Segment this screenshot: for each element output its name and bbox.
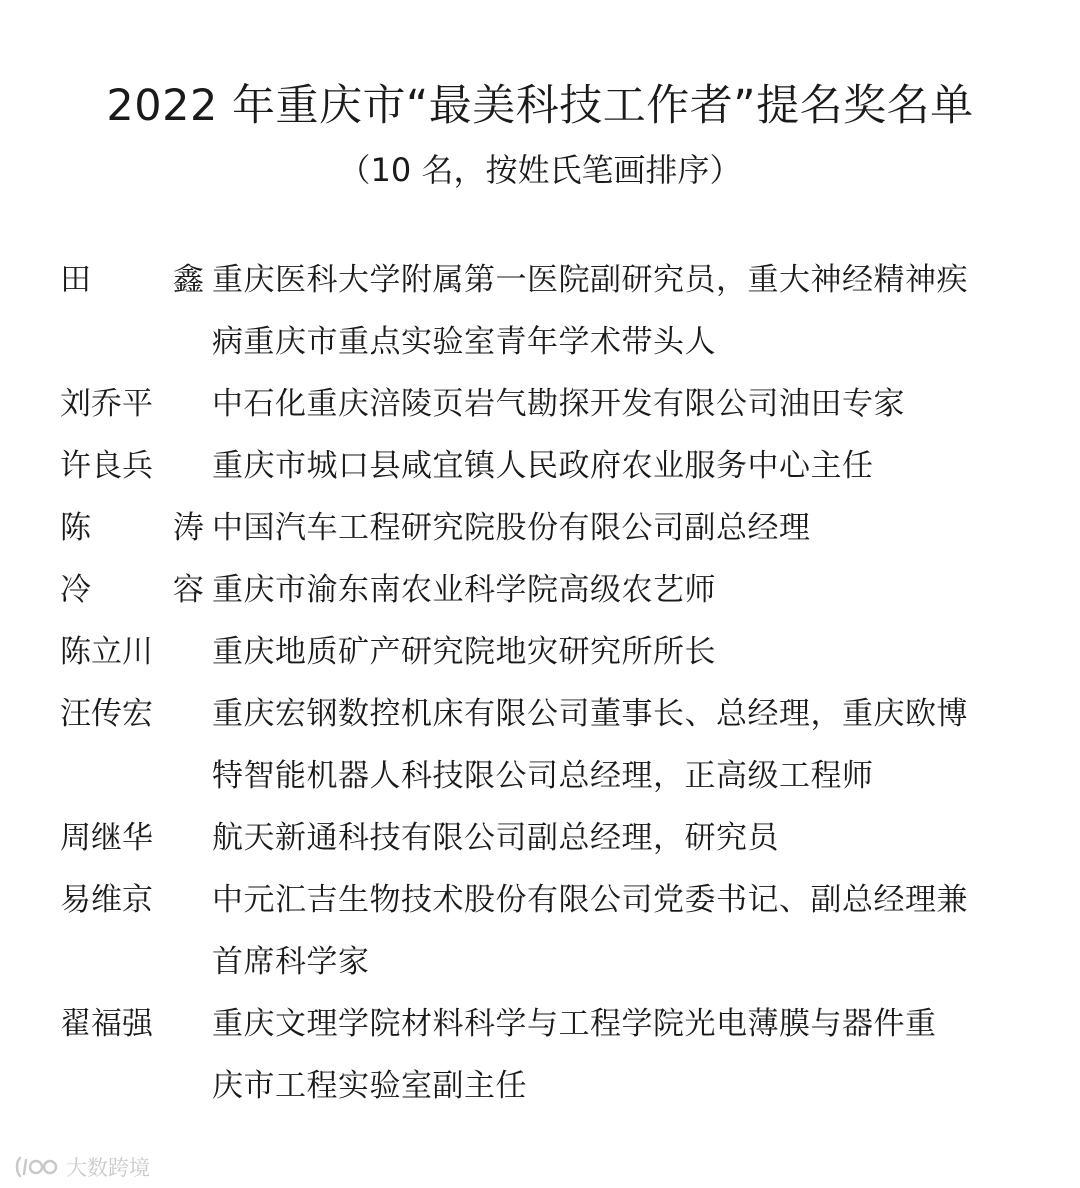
- description-line: 重庆市渝东南农业科学院高级农艺师: [212, 572, 716, 608]
- nominee-entry: [0, 683, 1080, 807]
- document-title: 2022 年重庆市“最美科技工作者”提名奖名单: [106, 81, 974, 131]
- nominee-description: [212, 559, 1022, 621]
- description-line: 病重庆市重点实验室青年学术带头人: [212, 324, 716, 360]
- nominee-name: 刘乔平: [60, 386, 153, 422]
- nominee-entry: [0, 435, 1080, 497]
- nominee-description: [212, 435, 1022, 497]
- nominee-entry: [0, 373, 1080, 435]
- nominee-name: 陈 涛: [60, 510, 240, 546]
- nominee-name: 许良兵: [60, 448, 153, 484]
- watermark-text: 大数跨境: [66, 1156, 150, 1180]
- nominee-name: 翟福强: [60, 1006, 153, 1042]
- nominee-name: 田 鑫: [60, 262, 240, 298]
- nominee-description: [212, 249, 1022, 373]
- description-line: 首席科学家: [212, 944, 370, 980]
- nominee-description: [212, 993, 1022, 1117]
- nominee-description: [212, 621, 1022, 683]
- nominee-description: [212, 373, 1022, 435]
- nominee-entry: [0, 559, 1080, 621]
- description-line: 中国汽车工程研究院股份有限公司副总经理: [212, 510, 811, 546]
- nominee-list: [0, 249, 1080, 1117]
- nominee-description: [212, 683, 1022, 807]
- nominee-description: [212, 497, 1022, 559]
- nominee-name: 陈立川: [60, 634, 153, 670]
- nominee-entry: [0, 497, 1080, 559]
- watermark: [14, 1150, 150, 1184]
- nominee-name: 汪传宏: [60, 696, 153, 732]
- description-line: 重庆宏钢数控机床有限公司董事长、总经理，重庆欧博: [212, 696, 968, 732]
- document-subtitle: （10 名，按姓氏笔画排序）: [338, 151, 742, 189]
- description-line: 重庆文理学院材料科学与工程学院光电薄膜与器件重: [212, 1006, 937, 1042]
- description-line: 航天新通科技有限公司副总经理，研究员: [212, 820, 779, 856]
- description-line: 中石化重庆涪陵页岩气勘探开发有限公司油田专家: [212, 386, 905, 422]
- nominee-entry: [0, 621, 1080, 683]
- nominee-description: [212, 807, 1022, 869]
- description-line: 庆市工程实验室副主任: [212, 1068, 527, 1104]
- brand-logo-icon: [14, 1154, 60, 1180]
- description-line: 重庆医科大学附属第一医院副研究员，重大神经精神疾: [212, 262, 968, 298]
- description-line: 特智能机器人科技限公司总经理，正高级工程师: [212, 758, 874, 794]
- nominee-entry: [0, 869, 1080, 993]
- nominee-entry: [0, 993, 1080, 1117]
- description-line: 中元汇吉生物技术股份有限公司党委书记、副总经理兼: [212, 882, 968, 918]
- nominee-name: 周继华: [60, 820, 153, 856]
- description-line: 重庆地质矿产研究院地灾研究所所长: [212, 634, 716, 670]
- nominee-description: [212, 869, 1022, 993]
- nominee-entry: [0, 807, 1080, 869]
- nominee-entry: [0, 249, 1080, 373]
- nominee-name: 冷 容: [60, 572, 240, 608]
- nominee-name: 易维京: [60, 882, 153, 918]
- description-line: 重庆市城口县咸宜镇人民政府农业服务中心主任: [212, 448, 874, 484]
